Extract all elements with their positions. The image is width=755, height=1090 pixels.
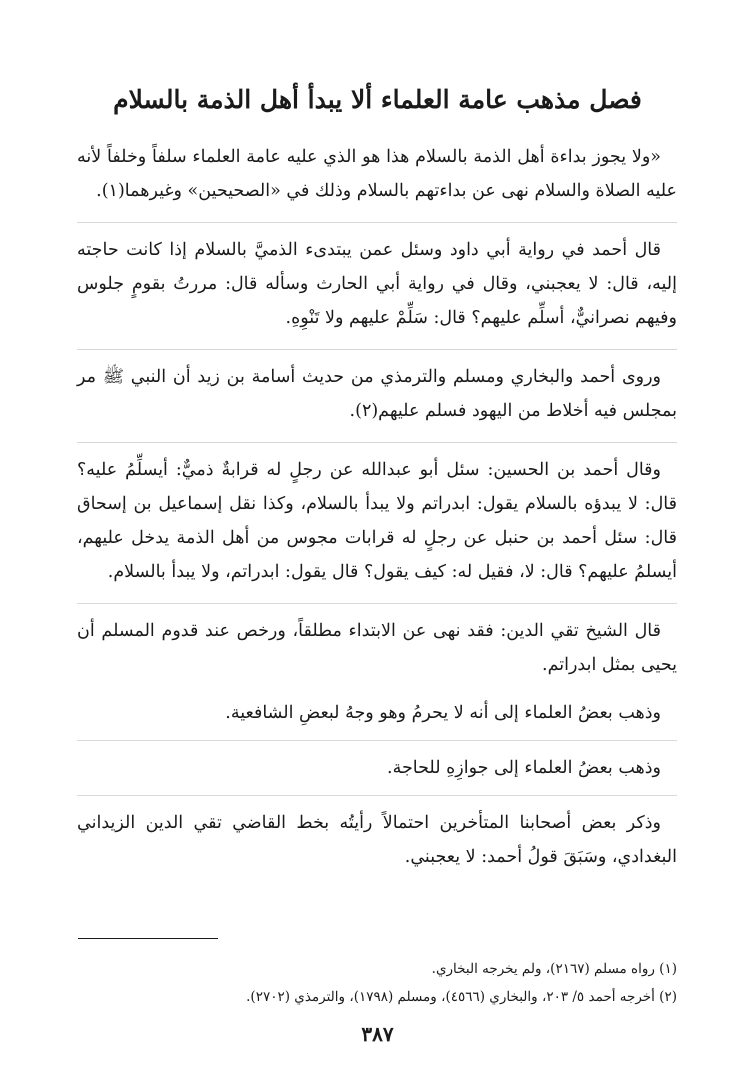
body-text [77,140,677,888]
footnotes [77,955,677,1011]
section-title: فصل مذهب عامة العلماء ألا يبدأ أهل الذمة بالسلام [113,85,642,114]
footnote-1: (١) رواه مسلم (٢١٦٧)، ولم يخرجه البخاري. [431,961,677,977]
paragraph-6: وذهب بعضُ العلماء إلى أنه لا يحرمُ وهو وجهُ لبعضِ الشافعية. [225,703,661,723]
footnote-2: (٢) أخرجه أحمد ٥/ ٢٠٣، والبخاري (٤٥٦٦)، ومسلم (١٧٩٨)، والترمذي (٢٧٠٢). [246,989,677,1005]
footnote-separator [78,938,218,939]
paragraph-7: وذهب بعضُ العلماء إلى جوازِهِ للحاجة. [77,740,677,785]
paragraph-1: «ولا يجوز بداءة أهل الذمة بالسلام هذا هو الذي عليه عامة العلماء سلفاً وخلفاً لأنه عليه الصلاة والسلام نهى عن بداءتهم بالسلام وذلك في «الصحيحين» وغيرهما(١). [77,147,677,201]
page-number: ٣٨٧ [361,1022,394,1046]
paragraph-2: قال أحمد في رواية أبي داود وسئل عمن يبتدىء الذميَّ بالسلام إذا كانت حاجته إليه، قال: لا يعجبني، وقال في رواية أبي الحارث وسأله قال: مررتُ بقومٍ جلوس وفيهم نصرانيٌّ، أسلِّم عليهم؟ قال: سَلِّمْ عليهم ولا تَنْوِهِ. [77,222,677,335]
paragraph-8: وذكر بعض أصحابنا المتأخرين احتمالاً رأيتُه بخط القاضي تقي الدين الزيداني البغدادي، وسَبَقَ قولُ أحمد: لا يعجبني. [77,795,677,874]
paragraph-3: وروى أحمد والبخاري ومسلم والترمذي من حديث أسامة بن زيد أن النبي ﷺ مر بمجلس فيه أخلاط من اليهود فسلم عليهم(٢). [77,349,677,428]
paragraph-5: قال الشيخ تقي الدين: فقد نهى عن الابتداء مطلقاً، ورخص عند قدوم المسلم أن يحيى بمثل ابدراتم. [77,603,677,682]
paragraph-4: وقال أحمد بن الحسين: سئل أبو عبدالله عن رجلٍ له قرابةٌ ذميٌّ: أيسلِّمُ عليه؟ قال: لا يبدؤه بالسلام يقول: ابدراتم ولا يبدأ بالسلام، وكذا نقل إسماعيل بن إسحاق قال: سئل أحمد بن حنبل عن رجلٍ له قرابات مجوس من أهل الذمة يدخل عليهم، أيسلمُ عليهم؟ قال: لا، فقيل له: كيف يقول؟ قال يقول: ابدراتم، ولا يبدأ بالسلام. [77,442,677,589]
